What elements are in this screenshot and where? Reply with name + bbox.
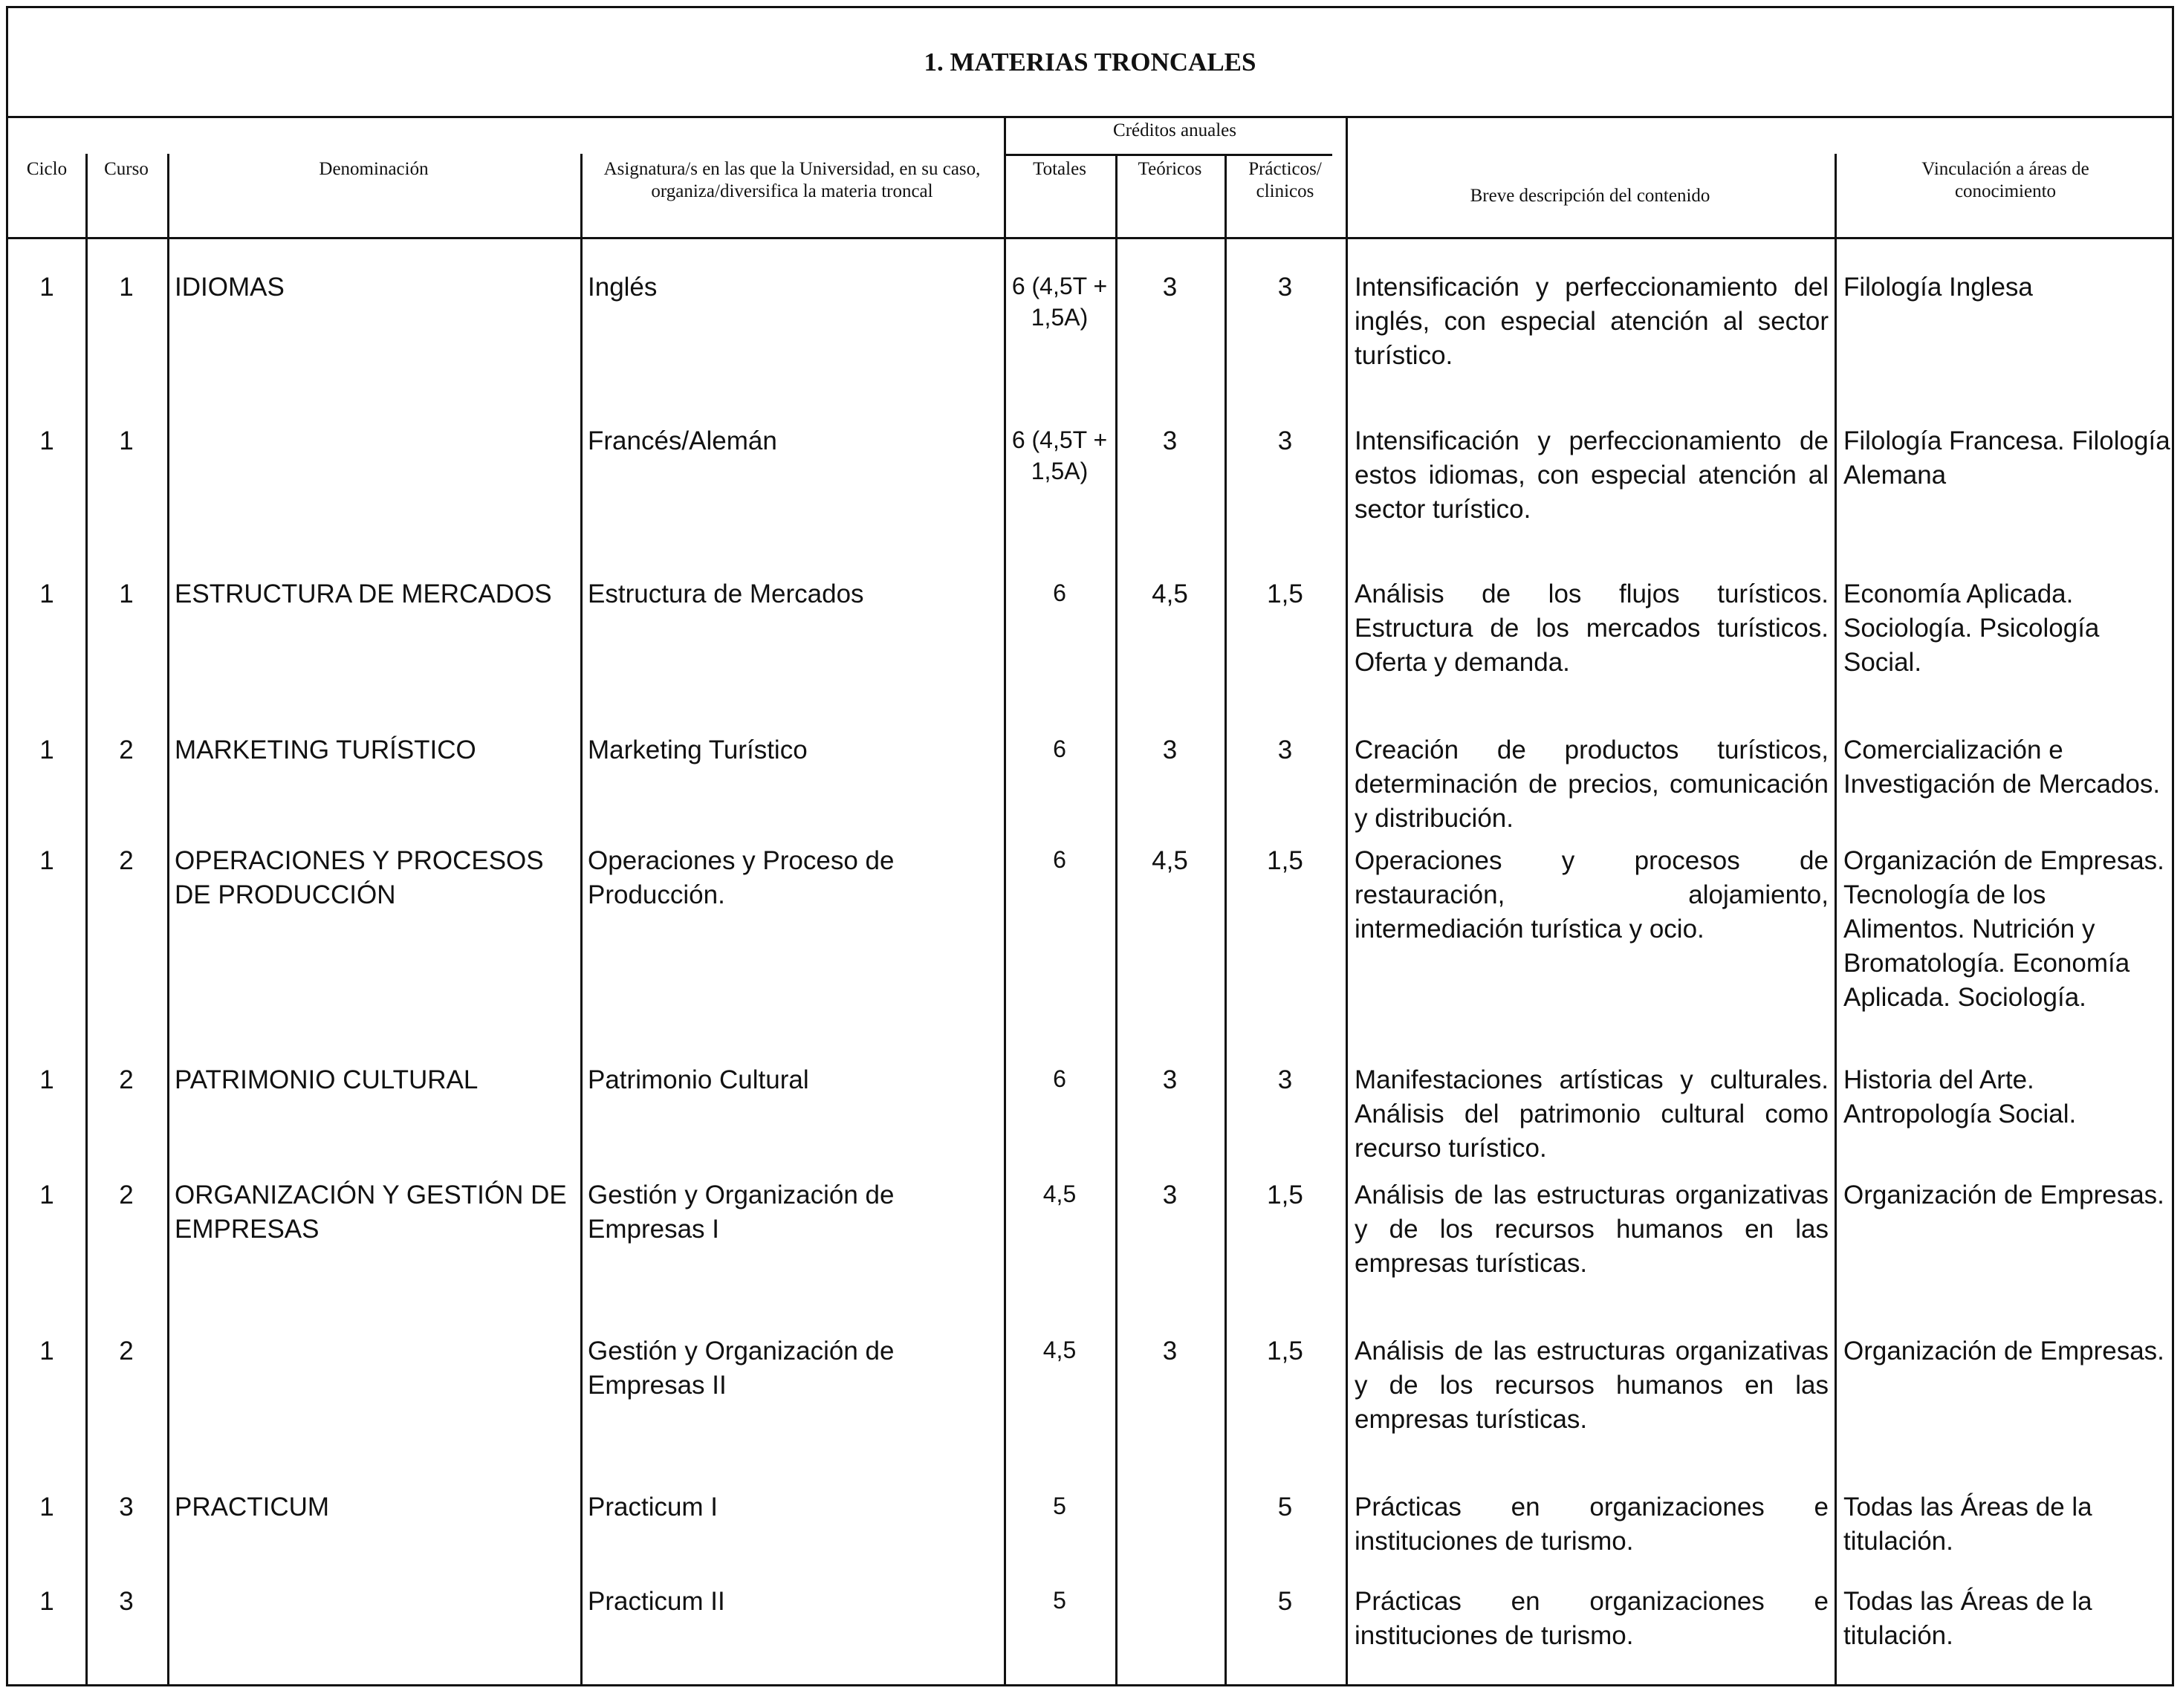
cell-descripcion: Prácticas en organizaciones e instituciones de turismo.: [1355, 1587, 1829, 1650]
cell-curso: 2: [119, 1065, 134, 1094]
cell-vinculacion: Organización de Empresas.: [1843, 1337, 2164, 1366]
cell-totales: 6: [1053, 579, 1066, 606]
cell-descripcion: Operaciones y procesos de restauración, alojamiento, intermediación turística y ocio.: [1355, 846, 1829, 944]
cell-practicos: 3: [1277, 736, 1293, 764]
cell-totales: 6 (4,5T + 1,5A): [1011, 426, 1108, 484]
document-table: [6, 6, 2174, 1686]
cell-vinculacion: Filología Inglesa: [1843, 273, 2033, 302]
cell-curso: 3: [119, 1587, 134, 1616]
cell-totales: 6: [1053, 1065, 1066, 1092]
cell-teoricos: 3: [1162, 1337, 1178, 1366]
cell-ciclo: 1: [39, 273, 54, 302]
cell-totales: 4,5: [1042, 1337, 1077, 1363]
cell-ciclo: 1: [39, 1587, 54, 1616]
cell-asignatura: Practicum I: [588, 1493, 719, 1522]
cell-denominacion: OPERACIONES Y PROCESOS DE PRODUCCIÓN: [175, 846, 544, 909]
cell-practicos: 5: [1277, 1587, 1293, 1616]
cell-ciclo: 1: [39, 1337, 54, 1366]
cell-teoricos: 3: [1162, 1065, 1178, 1094]
cell-totales: 6: [1053, 736, 1066, 762]
col-divider: [1225, 154, 1227, 1684]
cell-practicos: 1,5: [1267, 579, 1303, 608]
cell-vinculacion: Organización de Empresas. Tecnología de los Alimentos. Nutrición y Bromatología. Economía Aplicada. Sociología.: [1843, 846, 2164, 1012]
cell-vinculacion: Historia del Arte. Antropología Social.: [1843, 1065, 2077, 1129]
cell-vinculacion: Comercialización e Investigación de Mercados.: [1843, 736, 2161, 799]
header-denominacion: Denominación: [319, 159, 429, 179]
cell-curso: 2: [119, 1181, 134, 1209]
cell-descripcion: Intensificación y perfeccionamiento del inglés, con especial atención al sector turístico.: [1355, 273, 1829, 370]
col-divider: [580, 154, 583, 1684]
cell-teoricos: 3: [1162, 426, 1178, 455]
cell-descripcion: Análisis de los flujos turísticos. Estructura de los mercados turísticos. Oferta y demanda.: [1355, 579, 1829, 677]
cell-practicos: 1,5: [1267, 1181, 1303, 1209]
cell-asignatura: Practicum II: [588, 1587, 725, 1616]
cell-ciclo: 1: [39, 1065, 54, 1094]
cell-ciclo: 1: [39, 1181, 54, 1209]
cell-curso: 2: [119, 736, 134, 764]
cell-ciclo: 1: [39, 736, 54, 764]
cell-asignatura: Patrimonio Cultural: [588, 1065, 809, 1094]
page-title: 1. MATERIAS TRONCALES: [924, 47, 1256, 77]
header-totales: Totales: [1033, 159, 1086, 179]
cell-practicos: 5: [1277, 1493, 1293, 1522]
cell-teoricos: 4,5: [1152, 579, 1188, 608]
header-curso: Curso: [104, 159, 149, 179]
cell-asignatura: Gestión y Organización de Empresas I: [588, 1181, 895, 1244]
cell-teoricos: 3: [1162, 736, 1178, 764]
cell-vinculacion: Todas las Áreas de la titulación.: [1843, 1587, 2092, 1650]
cell-denominacion: PRACTICUM: [175, 1493, 330, 1522]
cell-descripcion: Análisis de las estructuras organizativas y de los recursos humanos en las empresas turísticas.: [1355, 1337, 1829, 1434]
cell-descripcion: Análisis de las estructuras organizativas y de los recursos humanos en las empresas turísticas.: [1355, 1181, 1829, 1278]
col-divider: [167, 154, 169, 1684]
header-ciclo: Ciclo: [26, 159, 68, 179]
cell-curso: 1: [119, 579, 134, 608]
cell-denominacion: ORGANIZACIÓN Y GESTIÓN DE EMPRESAS: [175, 1181, 567, 1244]
cell-totales: 4,5: [1042, 1181, 1077, 1207]
cell-curso: 2: [119, 1337, 134, 1366]
cell-denominacion: ESTRUCTURA DE MERCADOS: [175, 579, 552, 608]
cell-asignatura: Francés/Alemán: [588, 426, 777, 455]
col-divider: [1115, 154, 1118, 1684]
cell-vinculacion: Todas las Áreas de la titulación.: [1843, 1493, 2092, 1556]
cell-curso: 1: [119, 273, 134, 302]
header-creditos-anuales: Créditos anuales: [1113, 120, 1236, 140]
header-practicos: Prácticos/ clinicos: [1248, 159, 1322, 201]
cell-totales: 5: [1053, 1587, 1066, 1614]
cell-totales: 6 (4,5T + 1,5A): [1011, 273, 1108, 331]
cell-totales: 6: [1053, 846, 1066, 873]
cell-vinculacion: Economía Aplicada. Sociología. Psicología Social.: [1843, 579, 2100, 677]
cell-ciclo: 1: [39, 846, 54, 875]
cell-ciclo: 1: [39, 1493, 54, 1522]
cell-descripcion: Manifestaciones artísticas y culturales. Análisis del patrimonio cultural como recurso turístico.: [1355, 1065, 1829, 1163]
cell-denominacion: IDIOMAS: [175, 273, 285, 302]
rule-title: [8, 116, 2172, 118]
col-divider: [1835, 154, 1837, 1684]
cell-asignatura: Operaciones y Proceso de Producción.: [588, 846, 895, 909]
header-vinculacion: Vinculación a áreas de conocimiento: [1921, 159, 2089, 201]
header-descripcion: Breve descripción del contenido: [1470, 186, 1710, 206]
cell-descripcion: Creación de productos turísticos, determinación de precios, comunicación y distribución.: [1355, 736, 1829, 833]
cell-asignatura: Inglés: [588, 273, 658, 302]
cell-teoricos: 3: [1162, 1181, 1178, 1209]
cell-totales: 5: [1053, 1493, 1066, 1519]
cell-denominacion: MARKETING TURÍSTICO: [175, 736, 476, 764]
cell-practicos: 1,5: [1267, 846, 1303, 875]
cell-denominacion: PATRIMONIO CULTURAL: [175, 1065, 479, 1094]
cell-teoricos: 4,5: [1152, 846, 1188, 875]
cell-practicos: 3: [1277, 1065, 1293, 1094]
cell-practicos: 3: [1277, 273, 1293, 302]
cell-descripcion: Prácticas en organizaciones e instituciones de turismo.: [1355, 1493, 1829, 1556]
cell-asignatura: Estructura de Mercados: [588, 579, 864, 608]
cell-asignatura: Gestión y Organización de Empresas II: [588, 1337, 895, 1400]
cell-ciclo: 1: [39, 426, 54, 455]
cell-vinculacion: Filología Francesa. Filología Alemana: [1843, 426, 2170, 490]
cell-curso: 1: [119, 426, 134, 455]
cell-ciclo: 1: [39, 579, 54, 608]
col-divider: [1346, 116, 1348, 1684]
col-divider: [85, 154, 88, 1684]
header-asignaturas: Asignatura/s en las que la Universidad, en su caso, organiza/diversifica la materia troncal: [603, 159, 981, 201]
cell-descripcion: Intensificación y perfeccionamiento de estos idiomas, con especial atención al sector turístico.: [1355, 426, 1829, 524]
rule-header: [8, 237, 2172, 239]
rule-creditos: [1004, 154, 1332, 156]
col-divider: [1004, 116, 1006, 1684]
cell-asignatura: Marketing Turístico: [588, 736, 808, 764]
cell-curso: 3: [119, 1493, 134, 1522]
cell-practicos: 1,5: [1267, 1337, 1303, 1366]
cell-curso: 2: [119, 846, 134, 875]
cell-teoricos: 3: [1162, 273, 1178, 302]
cell-vinculacion: Organización de Empresas.: [1843, 1181, 2164, 1209]
cell-practicos: 3: [1277, 426, 1293, 455]
header-teoricos: Teóricos: [1138, 159, 1202, 179]
